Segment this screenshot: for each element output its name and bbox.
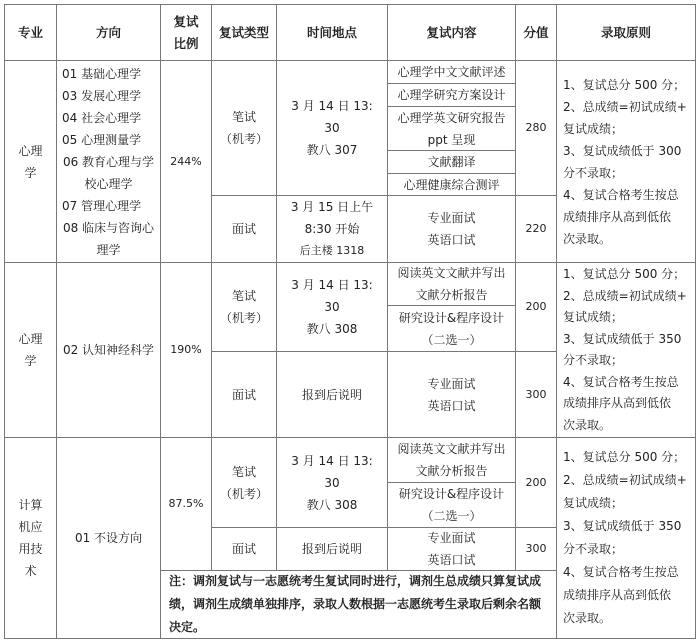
place-line: 教八 308: [306, 497, 358, 512]
content-line: ppt 呈现: [427, 132, 476, 147]
content-line: 专业面试: [427, 376, 476, 391]
time-line: 30: [324, 475, 340, 490]
rule-line: 分不录取；: [563, 353, 624, 367]
score-cell: 200: [525, 300, 547, 313]
time-place-written: [277, 438, 387, 527]
rule-line: 次录取。: [563, 417, 612, 432]
content-item: [388, 438, 515, 482]
time-line: 30: [324, 121, 340, 135]
rule-line: 次录取。: [563, 611, 612, 625]
header-type: 复试类型: [218, 24, 269, 40]
rule-line: 成绩排序从高到低依: [563, 209, 672, 224]
place-line: 教八 308: [306, 322, 358, 336]
content-line: （二选一）: [421, 509, 482, 523]
content-interview: [388, 352, 515, 437]
header-ratio: [161, 5, 211, 60]
exam-type-written: [212, 61, 276, 195]
content-item: 心理健康综合测评: [403, 177, 500, 192]
content-item: [388, 483, 515, 527]
time-line: 3 月 14 日 13:: [291, 99, 373, 113]
rule-line: 3、复试成绩低于 350: [563, 519, 682, 533]
content-item: [388, 306, 515, 351]
rule-line: 成绩排序从高到低依: [563, 588, 672, 602]
rule-cell: [557, 438, 695, 638]
content-line: 研究设计&程序设计: [398, 310, 505, 325]
header-major: 专业: [17, 24, 43, 40]
exam-type-sublabel: （机考）: [219, 132, 268, 146]
header-content: 复试内容: [426, 24, 477, 40]
header-rule: 录取原则: [600, 24, 651, 40]
exam-type-interview: 面试: [231, 222, 256, 236]
rule-line: 3、复试成绩低于 300: [563, 143, 682, 158]
exam-type-label: 笔试: [231, 110, 256, 124]
time-place-interview: 报到后说明: [301, 542, 362, 556]
place-line: 教八 307: [306, 143, 358, 157]
direction-item: 04 社会心理学: [62, 110, 142, 125]
rule-line: 次录取。: [563, 231, 612, 246]
time-place-written: [277, 263, 387, 351]
time-line: 3 月 15 日上午: [290, 200, 374, 214]
content-line: 英语口试: [427, 233, 476, 247]
content-line: 研究设计&程序设计: [398, 487, 505, 501]
time-line: 30: [324, 300, 340, 314]
rule-line: 1、复试总分 500 分；: [563, 450, 686, 464]
direction-cell: 02 认知神经科学: [62, 343, 155, 357]
direction-item: 07 管理心理学: [62, 198, 142, 213]
time-line: 8:30 开始: [304, 222, 360, 236]
direction-item: 03 发展心理学: [62, 88, 142, 103]
content-item: 文献翻译: [427, 155, 476, 169]
time-line: 3 月 14 日 13:: [291, 453, 373, 468]
exam-type-sublabel: （机考）: [219, 311, 268, 325]
header-ratio-line2: 比例: [173, 35, 199, 51]
direction-item: 05 心理测量学: [62, 132, 142, 147]
exam-type-interview: 面试: [231, 542, 256, 556]
content-line: 专业面试: [427, 211, 476, 225]
adjustment-note: 注：调剂复试与一志愿统考生复试同时进行，调剂生总成绩只算复试成绩，调剂生成绩单独排序，录取人数根据一志愿统考生录取后剩余名额决定。: [169, 574, 542, 634]
content-line: 文献分析报告: [415, 464, 488, 478]
content-interview: [388, 528, 515, 570]
direction-item: 06 教育心理与学校心理学: [62, 154, 155, 191]
score-cell: 280: [525, 121, 547, 134]
exam-type-label: 笔试: [231, 289, 256, 303]
content-item: 心理学中文文献评述: [397, 65, 506, 79]
header-score: 分值: [523, 24, 549, 40]
content-line: 英语口试: [427, 398, 476, 413]
direction-item: 08 临床与咨询心理学: [62, 220, 155, 257]
rule-line: 2、总成绩=初试成绩+: [563, 473, 687, 487]
content-line: （二选一）: [421, 332, 482, 347]
header-time: 时间地点: [306, 24, 357, 40]
content-item: 心理学研究方案设计: [397, 88, 506, 102]
content-line: 文献分析报告: [415, 288, 488, 302]
rule-line: 1、复试总分 500 分；: [563, 77, 686, 92]
rule-line: 复试成绩；: [563, 496, 624, 510]
time-place-interview: [277, 196, 387, 262]
place-line: 后主楼 1318: [299, 244, 365, 257]
content-line: 专业面试: [427, 531, 476, 545]
score-cell: 300: [525, 387, 547, 401]
rule-line: 4、复试合格考生按总: [563, 374, 679, 389]
score-cell: 220: [525, 222, 547, 235]
direction-item: 01 基础心理学: [62, 66, 142, 81]
time-place-written: [277, 61, 387, 195]
time-line: 3 月 14 日 13:: [291, 278, 373, 292]
rule-line: 2、总成绩=初试成绩+: [563, 99, 687, 114]
exam-type-written: [212, 263, 276, 351]
major-cell: 计算机应用技术: [18, 498, 43, 578]
content-line: 阅读英文文献并写出: [397, 442, 506, 456]
rule-line: 1、复试总分 500 分；: [563, 267, 686, 281]
rule-cell: [557, 263, 695, 437]
content-item: [388, 263, 515, 305]
header-direction: 方向: [95, 24, 121, 40]
score-cell: 200: [525, 475, 547, 489]
exam-type-sublabel: （机考）: [219, 486, 268, 501]
content-interview: [388, 196, 515, 262]
content-item: [388, 107, 515, 150]
major-cell: 心理学: [18, 332, 43, 368]
rule-line: 2、总成绩=初试成绩+: [563, 288, 687, 303]
rule-cell: [557, 61, 695, 262]
ratio-cell: 190%: [170, 343, 202, 356]
rule-line: 4、复试合格考生按总: [563, 565, 679, 579]
header-ratio-line1: 复试: [173, 13, 199, 29]
content-line: 英语口试: [427, 553, 476, 567]
score-cell: 300: [525, 542, 547, 555]
content-line: 心理学英文研究报告: [397, 110, 506, 125]
exam-type-interview: 面试: [231, 387, 256, 402]
time-place-interview: 报到后说明: [301, 387, 362, 402]
ratio-cell: 87.5%: [168, 497, 204, 510]
rule-line: 3、复试成绩低于 350: [563, 331, 682, 346]
rule-line: 4、复试合格考生按总: [563, 187, 679, 202]
rule-line: 复试成绩；: [563, 121, 624, 136]
rule-line: 分不录取；: [563, 165, 624, 180]
major-cell: 心理学: [18, 143, 43, 180]
rule-line: 成绩排序从高到低依: [563, 396, 672, 410]
content-line: 阅读英文文献并写出: [397, 266, 506, 280]
rule-line: 复试成绩；: [563, 310, 624, 324]
rule-line: 分不录取；: [563, 542, 624, 556]
ratio-cell: 244%: [170, 154, 202, 168]
exam-type-label: 笔试: [231, 464, 256, 479]
exam-type-written: [212, 438, 276, 527]
direction-cell: 01 不设方向: [74, 531, 143, 545]
direction-list: [57, 61, 160, 262]
